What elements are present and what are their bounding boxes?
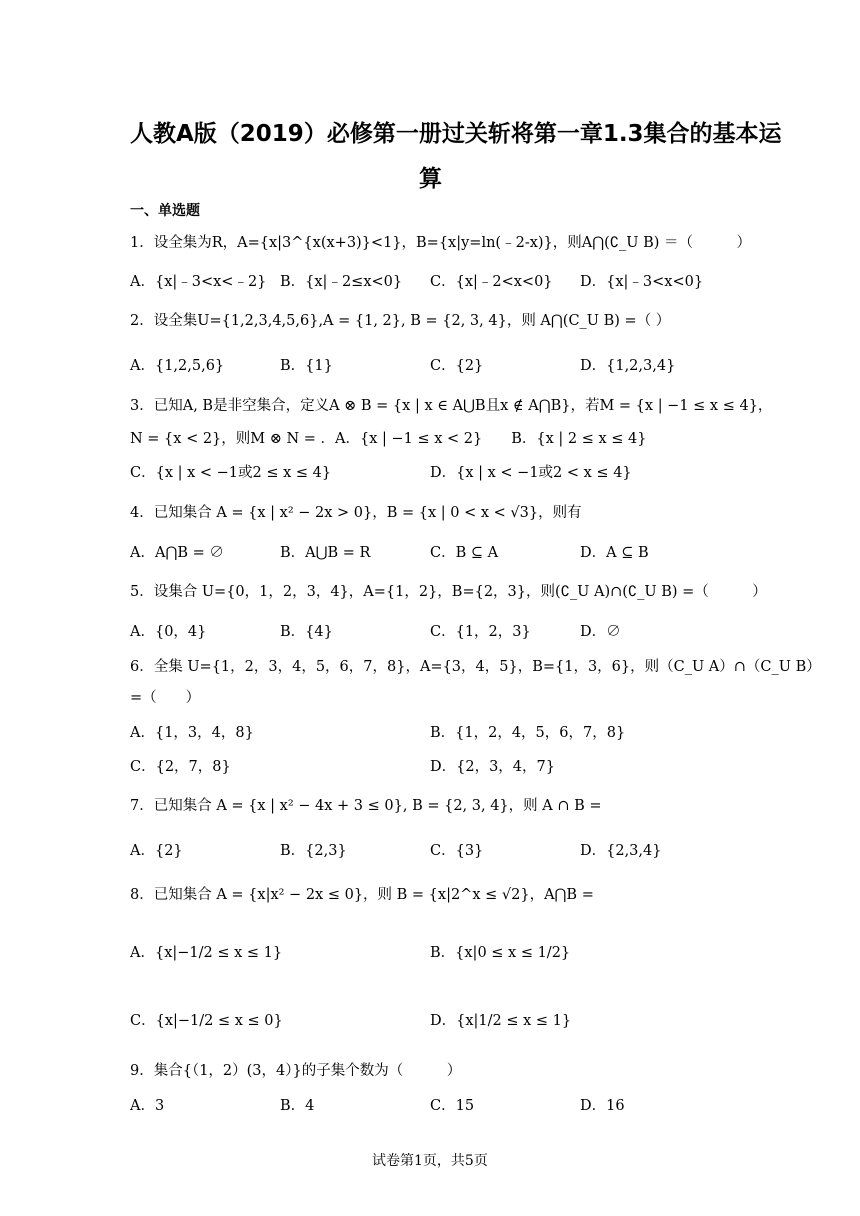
question-6-line-2: =（ ） [130, 690, 201, 706]
q8-option-a: A．{x|−1/2 ≤ x ≤ 1} [130, 945, 283, 961]
q1-option-d: D．{x|﹣3<x<0} [580, 274, 704, 290]
question-7: 7．已知集合 A = {x | x² − 4x + 3 ≤ 0}, B = {2, 3, 4}，则 A ∩ B = [130, 798, 602, 814]
q1-option-b: B．{x|﹣2≤x<0} [280, 274, 403, 290]
q6-option-c: C．{2，7，8} [130, 759, 231, 775]
q8-option-b: B．{x|0 ≤ x ≤ 1/2} [430, 945, 571, 961]
q9-option-b: B．4 [280, 1098, 315, 1114]
q5-option-b: B．{4} [280, 624, 333, 640]
q7-option-b: B．{2,3} [280, 843, 347, 859]
q1-option-c: C．{x|﹣2<x<0} [430, 274, 553, 290]
q2-option-b: B．{1} [280, 358, 333, 374]
q9-option-a: A．3 [130, 1098, 165, 1114]
question-6-line-1: 6．全集 U={1，2，3，4，5，6，7，8}，A={3，4，5}，B={1，3，6}，则（C_U A）∩（C_U B） [130, 659, 821, 675]
q8-option-c: C．{x|−1/2 ≤ x ≤ 0} [130, 1013, 283, 1029]
q3-option-d: D．{x | x < −1或2 < x ≤ 4} [430, 465, 632, 481]
q3-option-c: C．{x | x < −1或2 ≤ x ≤ 4} [130, 465, 332, 481]
q2-option-d: D．{1,2,3,4} [580, 358, 676, 374]
q5-option-a: A．{0，4} [130, 624, 207, 640]
q2-option-c: C．{2} [430, 358, 484, 374]
section-heading: 一、单选题 [130, 203, 200, 219]
q5-option-c: C．{1，2，3} [430, 624, 531, 640]
q7-option-a: A．{2} [130, 843, 183, 859]
question-9: 9．集合{（1，2）(3，4）}的子集个数为（ ） [130, 1063, 462, 1079]
question-8: 8．已知集合 A = {x|x² − 2x ≤ 0}，则 B = {x|2^x ≤ √2}，A⋂B = [130, 887, 594, 903]
title-line-1: 人教A版（2019）必修第一册过关斩将第一章1.3集合的基本运 [130, 121, 782, 147]
q6-option-b: B．{1，2，4，5，6，7，8} [430, 725, 626, 741]
q4-option-c: C．B ⊆ A [430, 545, 499, 561]
q5-option-d: D．∅ [580, 624, 621, 640]
q4-option-a: A．A⋂B = ∅ [130, 545, 224, 561]
title-line-2: 算 [419, 166, 442, 192]
q2-option-a: A．{1,2,5,6} [130, 358, 225, 374]
question-3-line-1: 3．已知A, B是非空集合，定义A ⊗ B = {x | x ∈ A⋃B且x ∉ A⋂B}，若M = {x | −1 ≤ x ≤ 4}， [130, 398, 773, 414]
q9-option-d: D．16 [580, 1098, 625, 1114]
question-4: 4．已知集合 A = {x | x² − 2x > 0}，B = {x | 0 < x < √3}，则有 [130, 505, 582, 521]
q4-option-d: D．A ⊆ B [580, 545, 649, 561]
q6-option-a: A．{1，3，4，8} [130, 725, 254, 741]
q1-option-a: A．{x|﹣3<x<﹣2} [130, 274, 267, 290]
page-title [130, 115, 782, 148]
question-2: 2．设全集U={1,2,3,4,5,6},A = {1, 2}, B = {2, 3, 4}，则 A⋂(C_U B) =（ ） [130, 313, 671, 329]
q7-option-d: D．{2,3,4} [580, 843, 662, 859]
q4-option-b: B．A⋃B = R [280, 545, 371, 561]
page-title-continued [419, 160, 442, 193]
question-1: 1．设全集为R，A={x|3^{x(x+3)}<1}，B={x|y=ln(﹣2-x)}，则A⋂(∁_U B) ＝（ ） [130, 235, 752, 251]
page-footer: 试卷第1页，共5页 [372, 1153, 488, 1169]
q9-option-c: C．15 [430, 1098, 475, 1114]
question-3-line-2: N = {x < 2}，则M ⊗ N = ．A．{x | −1 ≤ x < 2} B．{x | 2 ≤ x ≤ 4} [130, 431, 647, 447]
question-5: 5．设集合 U={0，1，2，3，4}，A={1，2}，B={2，3}，则(∁_U A)∩(∁_U B) =（ ） [130, 584, 767, 600]
q7-option-c: C．{3} [430, 843, 484, 859]
q8-option-d: D．{x|1/2 ≤ x ≤ 1} [430, 1013, 572, 1029]
q6-option-d: D．{2，3，4，7} [430, 759, 555, 775]
